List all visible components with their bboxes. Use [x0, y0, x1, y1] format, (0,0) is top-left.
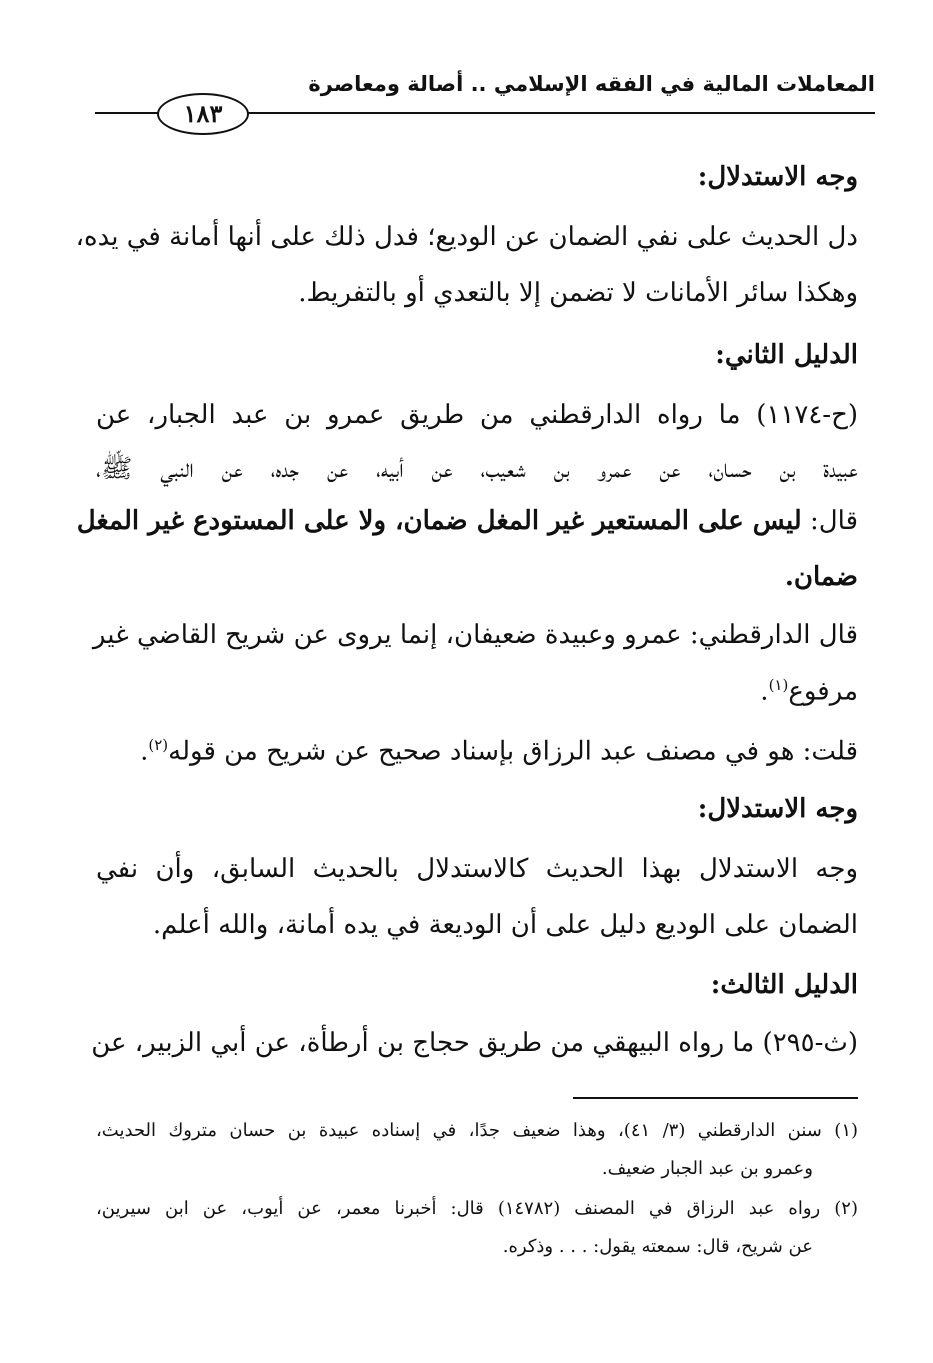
hadith-text: ليس على المستعير غير المغل ضمان، ولا على المستودع غير المغل: [76, 506, 802, 536]
paragraph-line: قال الدارقطني: عمرو وعبيدة ضعيفان، إنما يروى عن شريح القاضي غير: [92, 620, 858, 650]
text-span: قلت: هو في مصنف عبد الرزاق بإسناد صحيح عن شريح من قوله: [168, 736, 858, 767]
footnote-ref: (٢): [148, 736, 169, 754]
paragraph-line: عبيدة بن حسان، عن عمرو بن شعيب، عن أبيه، عن جده، عن النبي ﷺ،: [96, 454, 858, 484]
page-number: ١٨٣: [157, 93, 249, 135]
section-heading: الدليل الثاني:: [715, 340, 858, 370]
running-title: المعاملات المالية في الفقه الإسلامي .. أصالة ومعاصرة: [308, 72, 875, 96]
page-header: [95, 60, 875, 130]
paragraph-line: (ث-٢٩٥) ما رواه البيهقي من طريق حجاج بن أرطأة، عن أبي الزبير، عن: [91, 1028, 858, 1058]
text-span: .: [140, 736, 149, 767]
paragraph-line: دل الحديث على نفي الضمان عن الوديع؛ فدل ذلك على أنها أمانة في يده،: [75, 222, 858, 252]
footnote-2: (٢) رواه عبد الرزاق في المصنف (١٤٧٨٢) قال: أخبرنا معمر، عن أيوب، عن ابن سيرين،: [96, 1198, 858, 1219]
footnote-1: (١) سنن الدارقطني (٣/ ٤١)، وهذا ضعيف جدًا، في إسناده عبيدة بن حسان متروك الحديث،: [96, 1120, 859, 1141]
quote-intro: قال:: [801, 506, 858, 536]
paragraph-line: [96, 736, 858, 767]
paragraph-line: (ح-١١٧٤) ما رواه الدارقطني من طريق عمرو بن عبد الجبار، عن: [96, 400, 858, 430]
section-heading: وجه الاستدلال:: [697, 162, 858, 192]
paragraph-line: وهكذا سائر الأمانات لا تضمن إلا بالتعدي أو بالتفريط.: [298, 278, 858, 308]
paragraph-line: [96, 676, 858, 707]
paragraph-line: [76, 506, 858, 536]
footnote-2-continued: عن شريح، قال: سمعته يقول: . . . وذكره.: [502, 1236, 813, 1257]
footnote-separator: [573, 1097, 858, 1099]
paragraph-line: وجه الاستدلال بهذا الحديث كالاستدلال بالحديث السابق، وأن نفي: [96, 854, 858, 884]
text-span: .: [760, 676, 769, 707]
section-heading: وجه الاستدلال:: [697, 794, 858, 824]
text-span: مرفوع: [788, 676, 858, 707]
hadith-text-end: ضمان.: [784, 562, 858, 592]
section-heading: الدليل الثالث:: [710, 970, 858, 1000]
footnote-1-continued: وعمرو بن عبد الجبار ضعيف.: [601, 1158, 813, 1179]
footnote-ref: (١): [768, 676, 789, 694]
paragraph-line: الضمان على الوديع دليل على أن الوديعة في يده أمانة، والله أعلم.: [152, 910, 858, 940]
